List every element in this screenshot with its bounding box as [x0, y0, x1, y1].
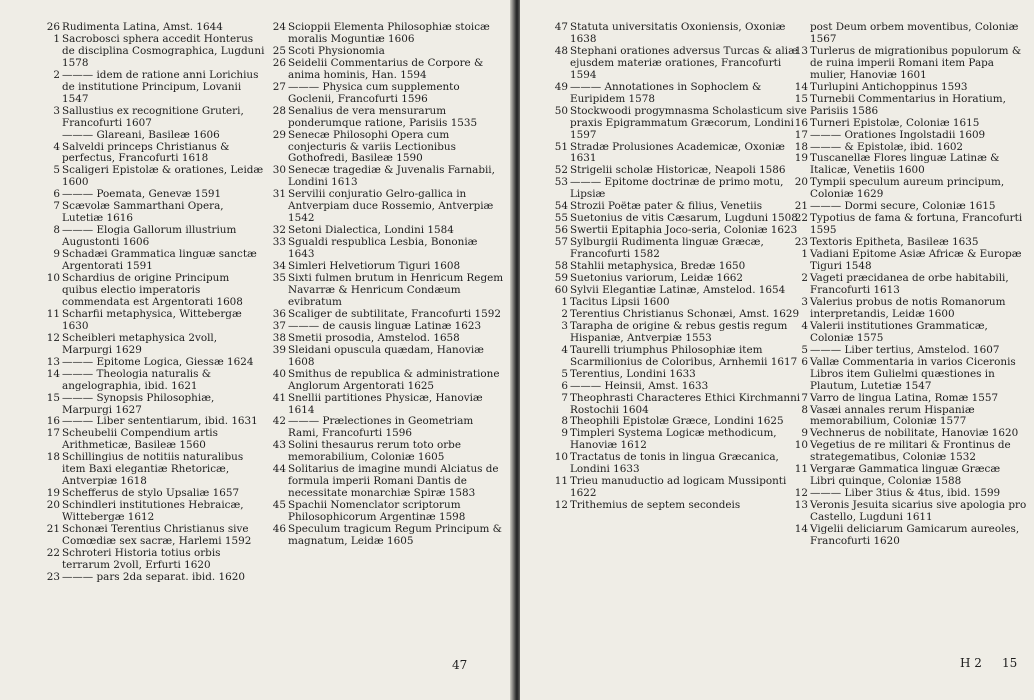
catalog-entry — [788, 130, 1028, 142]
catalog-entry — [266, 416, 506, 440]
catalog-entry — [788, 153, 1028, 177]
entry-text: Strigelii scholæ Historicæ, Neapoli 1586 — [570, 164, 786, 177]
right-page — [520, 0, 1034, 700]
entry-text: Vergaræ Gammatica linguæ Græcæ Libri quinque, Coloniæ 1588 — [810, 463, 1001, 488]
entry-number: 13 — [46, 355, 60, 368]
entry-number: 50 — [554, 104, 568, 117]
entry-text: Schefferus de stylo Upsaliæ 1657 — [62, 487, 240, 500]
entry-number: 10 — [794, 439, 808, 452]
right-page-column-2 — [788, 22, 1028, 548]
entry-number: 18 — [794, 140, 808, 153]
entry-number: 32 — [272, 224, 286, 237]
entry-text: Setoni Dialectica, Londini 1584 — [288, 224, 454, 237]
catalog-entry — [40, 428, 266, 452]
entry-number: 1 — [561, 295, 568, 308]
catalog-entry — [788, 249, 1028, 273]
entry-text: Schonæi Terentius Christianus sive Comœdiæ sex sacræ, Harlemi 1592 — [62, 523, 252, 547]
entry-text: Turlupini Antichoppinus 1593 — [810, 80, 968, 93]
entry-text: Typotius de fama & fortuna, Francofurti 1595 — [810, 212, 1023, 237]
catalog-entry — [548, 22, 810, 46]
entry-number: 19 — [794, 152, 808, 165]
catalog-entry — [40, 249, 266, 273]
entry-text: ——— Poemata, Genevæ 1591 — [62, 188, 222, 201]
catalog-entry — [788, 273, 1028, 297]
entry-number: 11 — [794, 463, 808, 476]
entry-text: ——— Annotationes in Sophoclem & Euripidem 1578 — [570, 80, 762, 105]
right-page-signature: H 2 — [960, 656, 982, 670]
entry-text: ——— Liber sententiarum, ibid. 1631 — [62, 415, 258, 428]
entry-text: Tympii speculum aureum principum, Coloniæ 1629 — [810, 176, 1005, 201]
entry-number: 4 — [801, 319, 808, 332]
catalog-entry — [40, 106, 266, 130]
entry-text: Vadiani Epitome Asiæ Africæ & Europæ Tiguri 1548 — [810, 248, 1022, 273]
catalog-entry — [266, 58, 506, 82]
entry-number: 7 — [801, 391, 808, 404]
entry-text: Tractatus de tonis in lingua Græcanica, Londini 1633 — [570, 451, 779, 476]
entry-number: 23 — [794, 236, 808, 249]
catalog-entry — [40, 572, 266, 584]
entry-number: 3 — [801, 295, 808, 308]
entry-number: 36 — [272, 307, 286, 320]
entry-text: Vigelii deliciarum Gamicarum aureoles, Francofurti 1620 — [810, 523, 1020, 547]
entry-text: Timpleri Systema Logicæ methodicum, Hanoviæ 1612 — [570, 427, 777, 452]
entry-number: 11 — [46, 307, 60, 320]
entry-number: 4 — [561, 343, 568, 356]
entry-number: 1 — [53, 32, 60, 45]
entry-number: 9 — [561, 427, 568, 440]
entry-number: 17 — [794, 128, 808, 141]
entry-number: 31 — [272, 188, 286, 201]
entry-text: Smetii prosodia, Amstelod. 1658 — [288, 331, 460, 344]
entry-number: 2 — [801, 272, 808, 285]
entry-text: Varro de lingua Latina, Romæ 1557 — [810, 391, 999, 404]
entry-number: 30 — [272, 164, 286, 177]
entry-number: 20 — [46, 499, 60, 512]
entry-text: Vasæi annales rerum Hispaniæ memorabilium, Coloniæ 1577 — [810, 403, 975, 428]
entry-text: Senecæ Philosophi Opera cum conjecturis & variis Lectionibus Gothofredi, Basileæ 1590 — [288, 128, 456, 165]
catalog-entry — [266, 130, 506, 166]
entry-number: 15 — [794, 92, 808, 105]
catalog-entry — [266, 500, 506, 524]
catalog-entry — [40, 369, 266, 393]
catalog-entry — [788, 500, 1028, 524]
entry-text: Sylburgii Rudimenta linguæ Græcæ, Francofurti 1582 — [570, 236, 764, 261]
entry-number: 4 — [53, 140, 60, 153]
catalog-entry — [788, 440, 1028, 464]
catalog-entry — [548, 177, 810, 201]
entry-text: Scævolæ Sammarthani Opera, Lutetiæ 1616 — [62, 200, 224, 225]
entry-text: Tuscanellæ Flores linguæ Latinæ & Italicæ, Venetiis 1600 — [810, 152, 1000, 177]
entry-number: 40 — [272, 367, 286, 380]
entry-number: 29 — [272, 128, 286, 141]
catalog-entry — [266, 333, 506, 345]
entry-number: 7 — [53, 200, 60, 213]
entry-text: ——— Dormi secure, Coloniæ 1615 — [810, 200, 996, 213]
catalog-entry — [266, 524, 506, 548]
entry-text: ——— Epitome Logica, Giessæ 1624 — [62, 355, 254, 368]
entry-number: 53 — [554, 176, 568, 189]
entry-number: 1 — [801, 248, 808, 261]
entry-text: Smithus de republica & administratione Anglorum Argentorati 1625 — [288, 367, 500, 392]
entry-number: 8 — [561, 415, 568, 428]
entry-text: Servilii conjuratio Gelro-gallica in Antverpiam duce Rossemio, Antverpiæ 1542 — [288, 188, 494, 225]
entry-number: 6 — [801, 355, 808, 368]
catalog-entry — [788, 345, 1028, 357]
catalog-entry — [788, 321, 1028, 345]
entry-text: Valerii institutiones Grammaticæ, Coloniæ 1575 — [810, 319, 988, 344]
entry-text: Vechnerus de nobilitate, Hanoviæ 1620 — [810, 427, 1019, 440]
entry-number: 44 — [272, 463, 286, 476]
entry-text: Stahlii metaphysica, Bredæ 1650 — [570, 260, 746, 273]
catalog-entry — [548, 106, 810, 142]
entry-number: 23 — [46, 570, 60, 583]
entry-number: 21 — [794, 200, 808, 213]
entry-number: 19 — [46, 487, 60, 500]
catalog-entry — [40, 142, 266, 166]
catalog-entry — [788, 393, 1028, 405]
catalog-entry — [548, 369, 810, 381]
entry-text: Terentius, Londini 1633 — [570, 367, 696, 380]
entry-number: 56 — [554, 224, 568, 237]
entry-text: ——— de causis linguæ Latinæ 1623 — [288, 319, 482, 332]
entry-text: Vageti præcidanea de orbe habitabili, Francofurti 1613 — [810, 272, 1009, 296]
catalog-entry — [788, 118, 1028, 130]
catalog-entry — [788, 46, 1028, 82]
catalog-entry — [266, 369, 506, 393]
entry-number: 55 — [554, 212, 568, 225]
catalog-entry — [40, 548, 266, 572]
catalog-entry — [548, 381, 810, 393]
entry-text: Sixti fulmen brutum in Henricum Regem Navarræ & Henricum Condæum evibratum — [288, 272, 504, 308]
entry-number: 22 — [794, 212, 808, 225]
entry-text: ——— Liber 3tius & 4tus, ibid. 1599 — [810, 487, 1001, 500]
entry-number: 24 — [272, 21, 286, 33]
entry-number: 8 — [801, 403, 808, 416]
entry-number: 13 — [794, 44, 808, 57]
entry-number: 18 — [46, 451, 60, 464]
entry-number: 34 — [272, 260, 286, 273]
catalog-entry — [548, 345, 810, 369]
catalog-entry — [788, 22, 1028, 46]
entry-text: Valerius probus de notis Romanorum interpretandis, Leidæ 1600 — [810, 295, 1006, 320]
catalog-entry — [548, 500, 810, 512]
entry-text: ——— Epitome doctrinæ de primo motu, Lipsiæ — [570, 176, 784, 201]
entry-text: Solitarius de imagine mundi Alciatus de formula imperii Romani Dantis de necessitate monarchiæ Spiræ 1583 — [288, 463, 499, 500]
catalog-entry — [788, 82, 1028, 94]
entry-text: Stockwoodi progymnasma Scholasticum sive praxis Epigrammatum Græcorum, Londini 1597 — [570, 104, 807, 141]
entry-text: ——— Heinsii, Amst. 1633 — [570, 379, 709, 392]
entry-text: Scharfii metaphysica, Wittebergæ 1630 — [62, 307, 242, 332]
entry-text: ——— idem de ratione anni Lorichius de institutione Principum, Lovanii 1547 — [62, 68, 259, 105]
entry-number: 17 — [46, 427, 60, 440]
entry-number: 48 — [554, 44, 568, 57]
catalog-entry — [40, 34, 266, 70]
entry-text: Schroteri Historia totius orbis terrarum 2voll, Erfurti 1620 — [62, 546, 221, 571]
catalog-entry — [266, 464, 506, 500]
entry-number: 7 — [561, 391, 568, 404]
entry-number: 6 — [53, 188, 60, 201]
entry-text: Vallæ Commentaria in varios Ciceronis Libros item Gulielmi quæstiones in Plautum, Lutetiæ 1547 — [810, 355, 1016, 392]
catalog-entry — [548, 452, 810, 476]
catalog-entry — [548, 393, 810, 417]
entry-text: Theophili Epistolæ Græce, Londini 1625 — [570, 415, 784, 428]
entry-number: 37 — [272, 319, 286, 332]
entry-text: Spachii Nomenclator scriptorum Philosophicorum Argentinæ 1598 — [288, 499, 466, 524]
catalog-entry — [266, 82, 506, 106]
entry-number: 14 — [794, 80, 808, 93]
entry-number: 12 — [794, 487, 808, 500]
entry-number: 41 — [272, 391, 286, 404]
catalog-entry — [40, 130, 266, 142]
entry-number: 14 — [794, 523, 808, 536]
catalog-entry — [266, 321, 506, 333]
entry-text: Rudimenta Latina, Amst. 1644 — [62, 21, 223, 33]
entry-text: Scheubelii Compendium artis Arithmeticæ, Basileæ 1560 — [62, 427, 218, 452]
entry-text: ——— Synopsis Philosophiæ, Marpurgi 1627 — [62, 391, 215, 416]
entry-text: Tacitus Lipsii 1600 — [570, 295, 670, 308]
entry-number: 52 — [554, 164, 568, 177]
entry-text: Scaliger de subtilitate, Francofurti 1592 — [288, 307, 501, 320]
entry-number: 21 — [46, 523, 60, 536]
entry-number: 43 — [272, 439, 286, 452]
catalog-entry — [266, 106, 506, 130]
entry-text: ——— Theologia naturalis & angelographia, ibid. 1621 — [62, 367, 212, 392]
catalog-entry — [40, 70, 266, 106]
entry-number: 5 — [561, 367, 568, 380]
entry-text: Sallustius ex recognitione Gruteri, Francofurti 1607 — [62, 104, 244, 129]
entry-number: 9 — [53, 248, 60, 261]
catalog-entry — [266, 237, 506, 261]
entry-number: 25 — [272, 44, 286, 57]
entry-text: Schadæi Grammatica linguæ sanctæ Argentorati 1591 — [62, 248, 257, 273]
entry-text: Scheibleri metaphysica 2voll, Marpurgi 1629 — [62, 331, 218, 356]
entry-text: Vegetius de re militari & Frontinus de strategematibus, Coloniæ 1532 — [810, 439, 1011, 464]
entry-number: 28 — [272, 104, 286, 117]
entry-number: 9 — [801, 427, 808, 440]
entry-number: 12 — [46, 331, 60, 344]
entry-text: Turlerus de migrationibus populorum & de ruina imperii Romani item Papa mulier, Hanoviæ 1601 — [810, 44, 1022, 81]
entry-text: Scioppii Elementa Philosophiæ stoicæ moralis Moguntiæ 1606 — [288, 21, 490, 45]
catalog-entry — [40, 273, 266, 309]
catalog-entry — [548, 237, 810, 261]
entry-number: 16 — [46, 415, 60, 428]
entry-text: ——— & Epistolæ, ibid. 1602 — [810, 140, 964, 153]
entry-text: Solini thesaurus rerum toto orbe memorabilium, Coloniæ 1605 — [288, 439, 461, 464]
entry-text: Schindleri institutiones Hebraicæ, Wittebergæ 1612 — [62, 499, 244, 524]
entry-number: 16 — [794, 116, 808, 129]
entry-text: Taurelli triumphus Philosophiæ item Scarmilionius de Coloribus, Arnhemii 1617 — [570, 343, 798, 368]
catalog-entry — [548, 321, 810, 345]
entry-text: Suetonius de vitis Cæsarum, Lugduni 1508 — [570, 212, 798, 225]
entry-number: 54 — [554, 200, 568, 213]
entry-number: 57 — [554, 236, 568, 249]
entry-text: Suetonius variorum, Leidæ 1662 — [570, 272, 743, 285]
entry-text: Turnebii Commentarius in Horatium, Parisiis 1586 — [810, 92, 1006, 117]
entry-text: Salveldi princeps Christianus & perfectus, Francofurti 1618 — [62, 140, 230, 165]
right-page-number: 15 — [1002, 656, 1018, 670]
entry-text: Sleidani opuscula quædam, Hanoviæ 1608 — [288, 343, 484, 368]
entry-text: ——— pars 2da separat. ibid. 1620 — [62, 570, 245, 583]
entry-number: 33 — [272, 236, 286, 249]
entry-number: 11 — [554, 475, 568, 488]
catalog-entry — [40, 201, 266, 225]
entry-number: 38 — [272, 331, 286, 344]
catalog-entry — [548, 142, 810, 166]
catalog-entry — [788, 94, 1028, 118]
catalog-entry — [548, 428, 810, 452]
entry-text: Scoti Physionomia — [288, 44, 385, 57]
entry-number: 3 — [53, 104, 60, 117]
catalog-entry — [548, 476, 810, 500]
left-page-column-1 — [40, 22, 266, 584]
entry-number: 15 — [46, 391, 60, 404]
entry-text: Snellii partitiones Physicæ, Hanoviæ 1614 — [288, 391, 483, 416]
catalog-entry — [788, 177, 1028, 201]
entry-number: 10 — [554, 451, 568, 464]
entry-text: Swertii Epitaphia Joco-seria, Coloniæ 1623 — [570, 224, 798, 237]
entry-number: 58 — [554, 260, 568, 273]
entry-text: Sgualdi respublica Lesbia, Bononiæ 1643 — [288, 236, 478, 261]
catalog-entry — [40, 333, 266, 357]
entry-text: Speculum tragicum Regum Principum & magnatum, Leidæ 1605 — [288, 523, 502, 547]
entry-number: 46 — [272, 523, 286, 536]
entry-text: Senalius de vera mensurarum ponderumque ratione, Parisiis 1535 — [288, 104, 478, 129]
entry-number: 8 — [53, 224, 60, 237]
catalog-entry — [788, 405, 1028, 429]
catalog-entry — [40, 165, 266, 189]
catalog-entry — [788, 524, 1028, 548]
entry-number: 10 — [46, 272, 60, 285]
entry-text: Terentius Christianus Schonæi, Amst. 1629 — [570, 307, 800, 320]
entry-number: 12 — [554, 499, 568, 512]
catalog-entry — [266, 22, 506, 46]
catalog-entry — [266, 189, 506, 225]
entry-number: 2 — [53, 68, 60, 81]
entry-text: Tarapha de origine & rebus gestis regum Hispaniæ, Antverpiæ 1553 — [570, 319, 788, 344]
entry-number: 6 — [561, 379, 568, 392]
entry-number: 35 — [272, 272, 286, 285]
entry-text: Simleri Helvetiorum Tiguri 1608 — [288, 260, 461, 273]
entry-text: Senecæ tragediæ & Juvenalis Farnabii, Londini 1613 — [288, 164, 495, 189]
entry-text: Veronis Jesuita sicarius sive apologia pro Castello, Lugduni 1611 — [810, 499, 1027, 524]
entry-number: 26 — [46, 21, 60, 33]
catalog-entry — [548, 82, 810, 106]
left-page — [0, 0, 513, 700]
entry-number: 3 — [561, 319, 568, 332]
catalog-entry — [40, 393, 266, 417]
entry-text: Sacrobosci sphera accedit Honterus de disciplina Cosmographica, Lugduni 1578 — [62, 32, 265, 69]
entry-number: 27 — [272, 80, 286, 93]
catalog-entry — [266, 273, 506, 309]
entry-text: Trithemius de septem secondeis — [570, 499, 741, 512]
entry-text: Textoris Epitheta, Basileæ 1635 — [810, 236, 979, 249]
catalog-entry — [266, 393, 506, 417]
entry-text: Strozii Poëtæ pater & filius, Venetiis — [570, 200, 763, 213]
right-page-column-1 — [548, 22, 810, 512]
entry-text: Stephani orationes adversus Turcas & aliæ ejusdem materiæ orationes, Francofurti 1594 — [570, 44, 798, 81]
entry-text: Trieu manuductio ad logicam Mussiponti 1622 — [570, 475, 787, 500]
catalog-entry — [788, 297, 1028, 321]
entry-number: 26 — [272, 56, 286, 69]
entry-text: ——— Liber tertius, Amstelod. 1607 — [810, 343, 1000, 356]
entry-number: 45 — [272, 499, 286, 512]
entry-number: 59 — [554, 272, 568, 285]
catalog-entry — [788, 213, 1028, 237]
entry-number: 42 — [272, 415, 286, 428]
entry-text: Sylvii Elegantiæ Latinæ, Amstelod. 1654 — [570, 283, 786, 296]
catalog-entry — [40, 500, 266, 524]
entry-text: Turneri Epistolæ, Coloniæ 1615 — [810, 116, 980, 129]
entry-text: Schillingius de notitiis naturalibus item Baxi elegantiæ Rhetoricæ, Antverpiæ 1618 — [62, 451, 244, 488]
entry-text: Scaligeri Epistolæ & orationes, Leidæ 1600 — [62, 164, 264, 189]
catalog-entry — [40, 452, 266, 488]
entry-number: 39 — [272, 343, 286, 356]
entry-number: 5 — [53, 164, 60, 177]
entry-text: Theophrasti Characteres Ethici Kirchmanni Rostochii 1604 — [570, 391, 801, 416]
catalog-entry — [548, 46, 810, 82]
catalog-entry — [788, 464, 1028, 488]
entry-number: 60 — [554, 283, 568, 296]
catalog-entry — [788, 357, 1028, 393]
catalog-entry — [40, 225, 266, 249]
catalog-entry — [266, 345, 506, 369]
entry-text: Stradæ Prolusiones Academicæ, Oxoniæ 1631 — [570, 140, 785, 165]
entry-number: 20 — [794, 176, 808, 189]
entry-text: post Deum orbem moventibus, Coloniæ 1567 — [810, 21, 1019, 45]
entry-number: 5 — [801, 343, 808, 356]
catalog-entry — [266, 165, 506, 189]
catalog-entry — [40, 309, 266, 333]
left-page-number: 47 — [452, 658, 468, 672]
entry-text: ——— Prælectiones in Geometriam Rami, Francofurti 1596 — [288, 415, 474, 440]
entry-number: 13 — [794, 499, 808, 512]
entry-number: 47 — [554, 21, 568, 33]
entry-text: ——— Orationes Ingolstadii 1609 — [810, 128, 986, 141]
entry-text: ——— Physica cum supplemento Goclenii, Francofurti 1596 — [288, 80, 460, 105]
entry-number: 22 — [46, 546, 60, 559]
entry-text: Seidelii Commentarius de Corpore & anima hominis, Han. 1594 — [288, 56, 484, 81]
entry-text: Schardius de origine Principum quibus electio imperatoris commendata est Argentorati 1608 — [62, 272, 243, 308]
entry-number: 49 — [554, 80, 568, 93]
entry-text: Statuta universitatis Oxoniensis, Oxoniæ 1638 — [570, 21, 786, 45]
entry-text: ——— Elogia Gallorum illustrium Augustonti 1606 — [62, 224, 237, 249]
entry-number: 51 — [554, 140, 568, 153]
catalog-entry — [40, 524, 266, 548]
entry-number: 14 — [46, 367, 60, 380]
catalog-entry — [266, 440, 506, 464]
left-page-column-2 — [266, 22, 506, 548]
entry-number: 2 — [561, 307, 568, 320]
catalog-entry — [40, 357, 266, 369]
entry-text: ——— Glareani, Basileæ 1606 — [62, 128, 220, 141]
